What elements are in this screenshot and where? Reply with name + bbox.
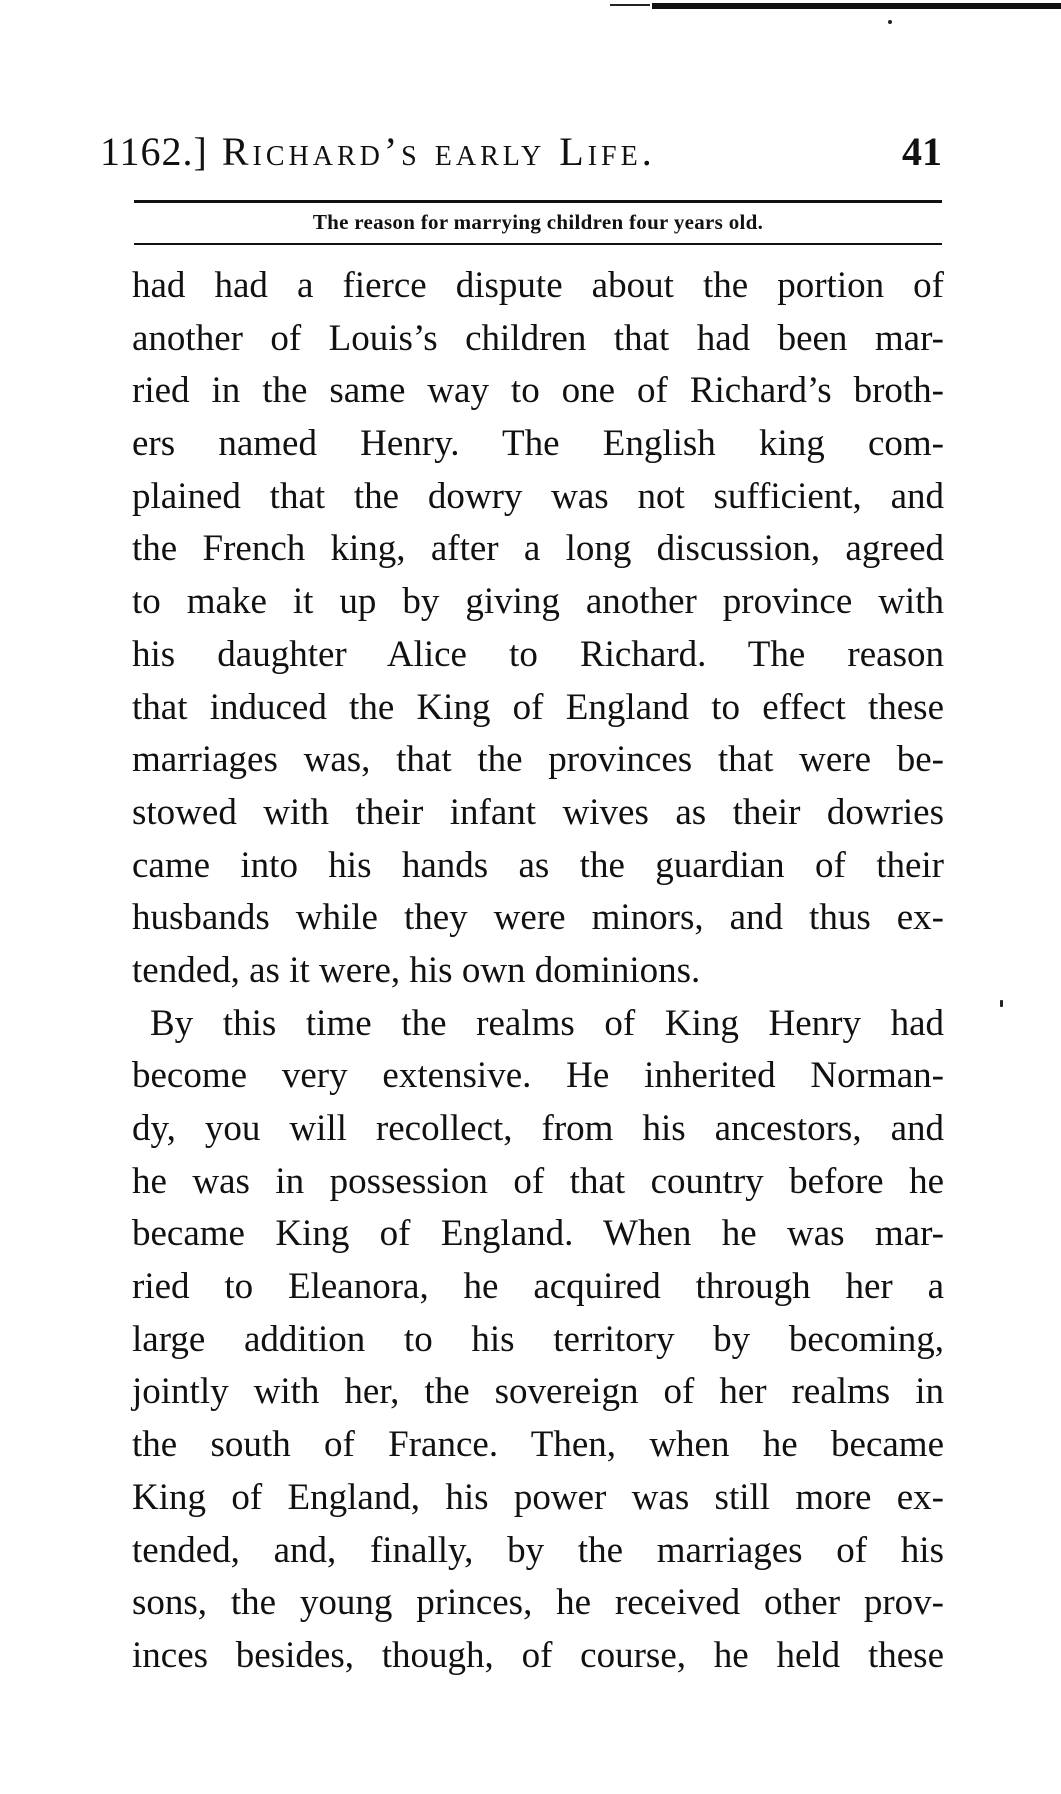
text-line: become very extensive. He inherited Norman- xyxy=(132,1055,944,1097)
text-line: ried to Eleanora, he acquired through her a xyxy=(132,1266,944,1308)
text-line: ers named Henry. The English king com- xyxy=(132,423,944,465)
text-line: King of England, his power was still more ex- xyxy=(132,1476,944,1518)
text-line: large addition to his territory by becoming, xyxy=(132,1318,944,1360)
text-line: the south of France. Then, when he became xyxy=(132,1424,944,1466)
text-line: came into his hands as the guardian of their xyxy=(132,844,944,886)
running-head-year: 1162.] xyxy=(100,129,208,174)
section-subhead: The reason for marrying children four years old. xyxy=(312,210,764,234)
scan-speck xyxy=(888,20,892,24)
text-line: that induced the King of England to effect these xyxy=(132,686,944,728)
text-line: dy, you will recollect, from his ancestors, and xyxy=(132,1108,944,1149)
scan-speck xyxy=(1000,1000,1003,1007)
header-rule-bottom xyxy=(134,243,942,245)
text-line: jointly with her, the sovereign of her realms in xyxy=(132,1371,944,1413)
page-header xyxy=(100,128,942,182)
running-head xyxy=(100,128,656,175)
text-line: tended, and, finally, by the marriages of his xyxy=(132,1529,944,1571)
running-head-title: Richard’s early Life. xyxy=(221,129,656,174)
scan-edge-mark-thin xyxy=(610,4,650,6)
header-rule-top xyxy=(134,200,942,203)
text-line: inces besides, though, of course, he held these xyxy=(132,1634,944,1676)
text-line: By this time the realms of King Henry had xyxy=(150,1002,944,1044)
text-line: his daughter Alice to Richard. The reason xyxy=(132,633,944,675)
text-line: plained that the dowry was not sufficient, and xyxy=(132,475,944,517)
body-text xyxy=(132,260,944,1683)
text-line: husbands while they were minors, and thus ex- xyxy=(132,897,944,939)
paragraph-2 xyxy=(132,998,944,1683)
text-line: tended, as it were, his own dominions. xyxy=(132,949,701,991)
page-number: 41 xyxy=(902,129,942,174)
text-line: stowed with their infant wives as their dowries xyxy=(132,791,944,833)
text-line: became King of England. When he was mar- xyxy=(132,1213,944,1255)
text-line: had had a fierce dispute about the portion of xyxy=(132,265,944,306)
text-line: ried in the same way to one of Richard’s broth- xyxy=(132,370,944,412)
text-line: to make it up by giving another province with xyxy=(132,581,944,623)
text-line: marriages was, that the provinces that were be- xyxy=(132,739,944,781)
scan-edge-mark xyxy=(652,3,1061,9)
paragraph-1 xyxy=(132,260,944,998)
text-line: another of Louis’s children that had been mar- xyxy=(132,317,944,359)
text-line: sons, the young princes, he received other prov- xyxy=(132,1582,944,1624)
text-line: he was in possession of that country before he xyxy=(132,1160,944,1202)
text-line: the French king, after a long discussion, agreed xyxy=(132,528,944,570)
